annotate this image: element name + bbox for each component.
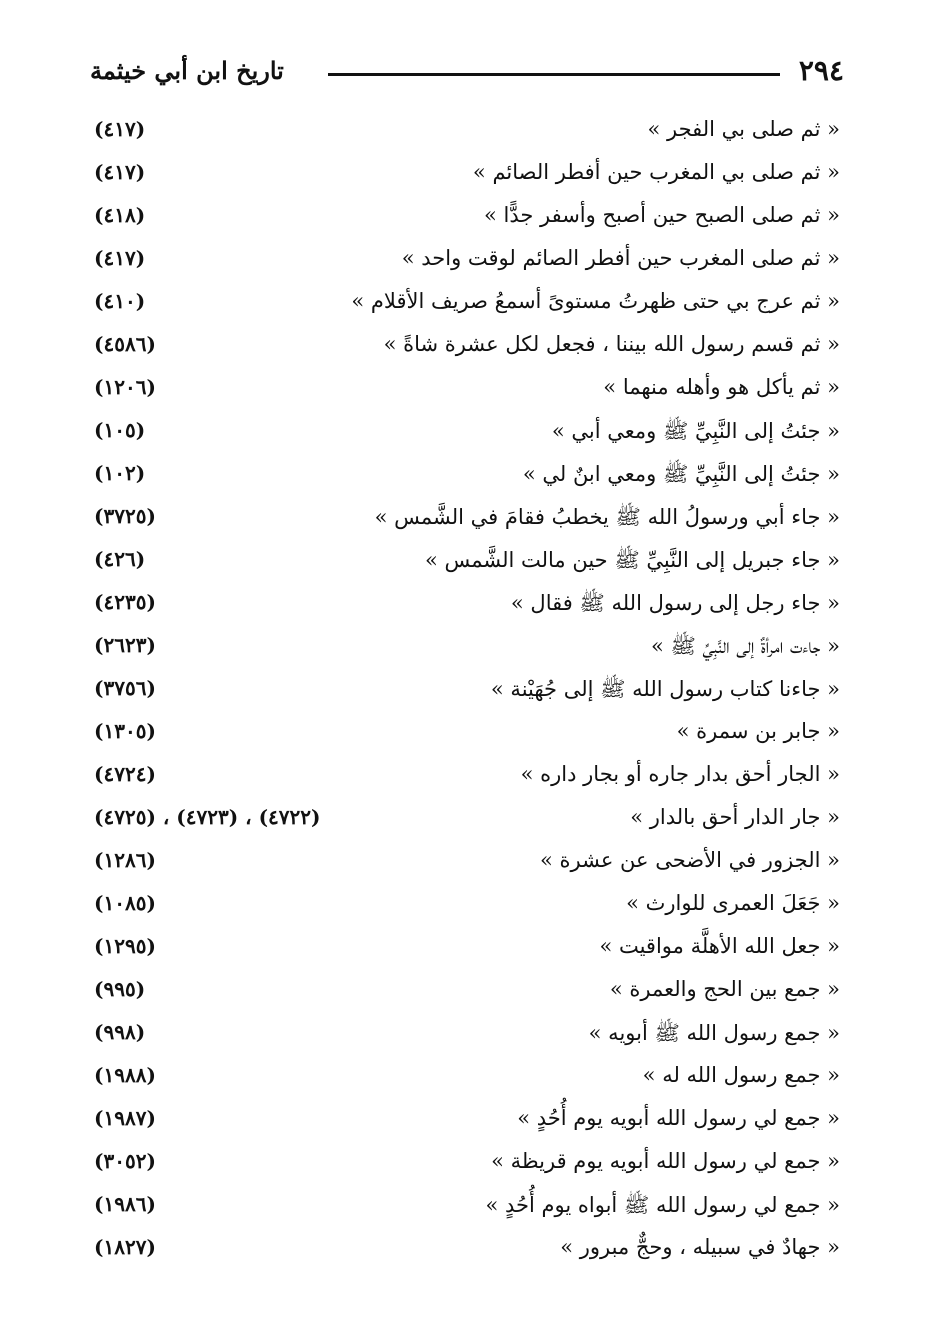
index-entry (80, 973, 840, 1016)
index-entry (80, 156, 840, 199)
entry-reference-numbers: (٩٩٨) (94, 1020, 146, 1044)
entry-reference-numbers: (١٢٩٥) (94, 934, 156, 958)
entry-text: « جابر بن سمرة » (676, 719, 840, 743)
page-header (80, 52, 850, 96)
entry-reference-numbers: (٤٥٨٦) (94, 332, 156, 356)
page-number: ٢٩٤ (798, 54, 844, 87)
header-rule (328, 73, 780, 76)
entry-text: « جمع رسول الله ﷺ أبويه » (588, 1021, 840, 1045)
index-entry (80, 586, 840, 629)
entry-text: « ثم عرج بي حتى ظهرتُ مستوىً أسمعُ صريف الأقلام » (351, 289, 840, 313)
index-entry (80, 1231, 840, 1274)
entry-reference-numbers: (١٠٢) (94, 461, 146, 485)
entry-text: « ثم صلى الصبح حين أصبح وأسفر جدًّا » (483, 203, 840, 227)
entry-text: « جاء رجل إلى رسول الله ﷺ فقال » (510, 591, 840, 615)
entry-text: « ثم يأكل هو وأهله منهما » (603, 375, 840, 399)
index-entry (80, 672, 840, 715)
entry-reference-numbers: (١٠٥) (94, 418, 146, 442)
entry-text: « ثم صلى بي الفجر » (647, 117, 840, 141)
entry-reference-numbers: (٤١٠) (94, 289, 146, 313)
entry-text: « جمع لي رسول الله أبويه يوم أُحُدٍ » (517, 1106, 840, 1130)
entry-text: « ثم صلى المغرب حين أفطر الصائم لوقت واحد » (401, 246, 840, 270)
entry-reference-numbers: (٣٧٢٥) (94, 504, 156, 528)
entry-text: « جمع بين الحج والعمرة » (609, 977, 840, 1001)
entry-text: « جمع رسول الله له » (642, 1063, 840, 1087)
entry-text: « جاء جبريل إلى النَّبِيِّ ﷺ حين مالت الشَّمس » (424, 548, 840, 572)
entry-text: « ثم قسم رسول الله بيننا ، فجعل لكل عشرة شاةً » (383, 332, 840, 356)
index-entry (80, 457, 840, 500)
index-entry (80, 1016, 840, 1059)
entry-text: « جمع لي رسول الله ﷺ أبواه يوم أُحُدٍ » (485, 1193, 840, 1217)
index-list (80, 113, 840, 1274)
index-entry (80, 328, 840, 371)
entry-reference-numbers: (١٨٢٧) (94, 1235, 156, 1259)
index-entry (80, 543, 840, 586)
entry-reference-numbers: (٤١٧) (94, 117, 146, 141)
entry-reference-numbers: (٤٢٣٥) (94, 590, 156, 614)
entry-text: « الجزور في الأضحى عن عشرة » (539, 848, 840, 872)
index-entry (80, 930, 840, 973)
entry-text: « جاءنا كتاب رسول الله ﷺ إلى جُهَيْنة » (490, 677, 840, 701)
index-entry (80, 758, 840, 801)
book-title: تاريخ ابن أبي خيثمة (90, 56, 284, 85)
index-entry (80, 500, 840, 543)
index-entry (80, 285, 840, 328)
index-entry (80, 1188, 840, 1231)
entry-text: « جاء أبي ورسولُ الله ﷺ يخطبُ فقامَ في الشَّمس » (374, 505, 840, 529)
entry-text: « الجار أحق بدار جاره أو بجار داره » (520, 762, 840, 786)
entry-text: « ثم صلى بي المغرب حين أفطر الصائم » (472, 160, 840, 184)
entry-reference-numbers: (٤١٨) (94, 203, 146, 227)
entry-reference-numbers: (٣٠٥٢) (94, 1149, 156, 1173)
entry-reference-numbers: (٤٧٢٤) (94, 762, 156, 786)
entry-reference-numbers: (١٩٨٦) (94, 1192, 156, 1216)
entry-reference-numbers: (٤٢٦) (94, 547, 146, 571)
index-entry (80, 1059, 840, 1102)
index-entry (80, 199, 840, 242)
entry-reference-numbers: (٤١٧) (94, 246, 146, 270)
index-entry (80, 629, 840, 672)
index-entry (80, 801, 840, 844)
entry-reference-numbers: (١٩٨٨) (94, 1063, 156, 1087)
entry-text: « جعل الله الأهلَّة مواقيت » (599, 934, 840, 958)
entry-reference-numbers: (١٢٠٦) (94, 375, 156, 399)
entry-text: « جئتُ إلى النَّبِيِّ ﷺ ومعي أبي » (551, 419, 840, 443)
entry-reference-numbers: (٣٧٥٦) (94, 676, 156, 700)
index-entry (80, 242, 840, 285)
entry-reference-numbers: (٤٧٢٢) ، (٤٧٢٣) ، (٤٧٢٥) (94, 805, 321, 829)
index-entry (80, 371, 840, 414)
index-entry (80, 113, 840, 156)
index-entry (80, 414, 840, 457)
index-entry (80, 887, 840, 930)
entry-reference-numbers: (٩٩٥) (94, 977, 146, 1001)
entry-reference-numbers: (١٠٨٥) (94, 891, 156, 915)
entry-text: « جهادٌ في سبيله ، وحجٌّ مبرور » (560, 1235, 840, 1259)
entry-reference-numbers: (٢٦٢٣) (94, 633, 156, 657)
entry-reference-numbers: (١٢٨٦) (94, 848, 156, 872)
entry-text: « جئتُ إلى النَّبِيِّ ﷺ ومعي ابنٌ لي » (522, 462, 840, 486)
index-entry (80, 715, 840, 758)
index-entry (80, 844, 840, 887)
entry-text: « جمع لي رسول الله أبويه يوم قريظة » (491, 1149, 840, 1173)
entry-reference-numbers: (١٩٨٧) (94, 1106, 156, 1130)
index-entry (80, 1102, 840, 1145)
entry-text: « جَعَلَ العمرى للوارث » (626, 891, 840, 915)
entry-text: « جاءت امرأةٌ إلى النَّبِيِّ ﷺ » (650, 634, 840, 658)
index-entry (80, 1145, 840, 1188)
entry-text: « جار الدار أحق بالدار » (630, 805, 840, 829)
entry-reference-numbers: (٤١٧) (94, 160, 146, 184)
entry-reference-numbers: (١٣٠٥) (94, 719, 156, 743)
